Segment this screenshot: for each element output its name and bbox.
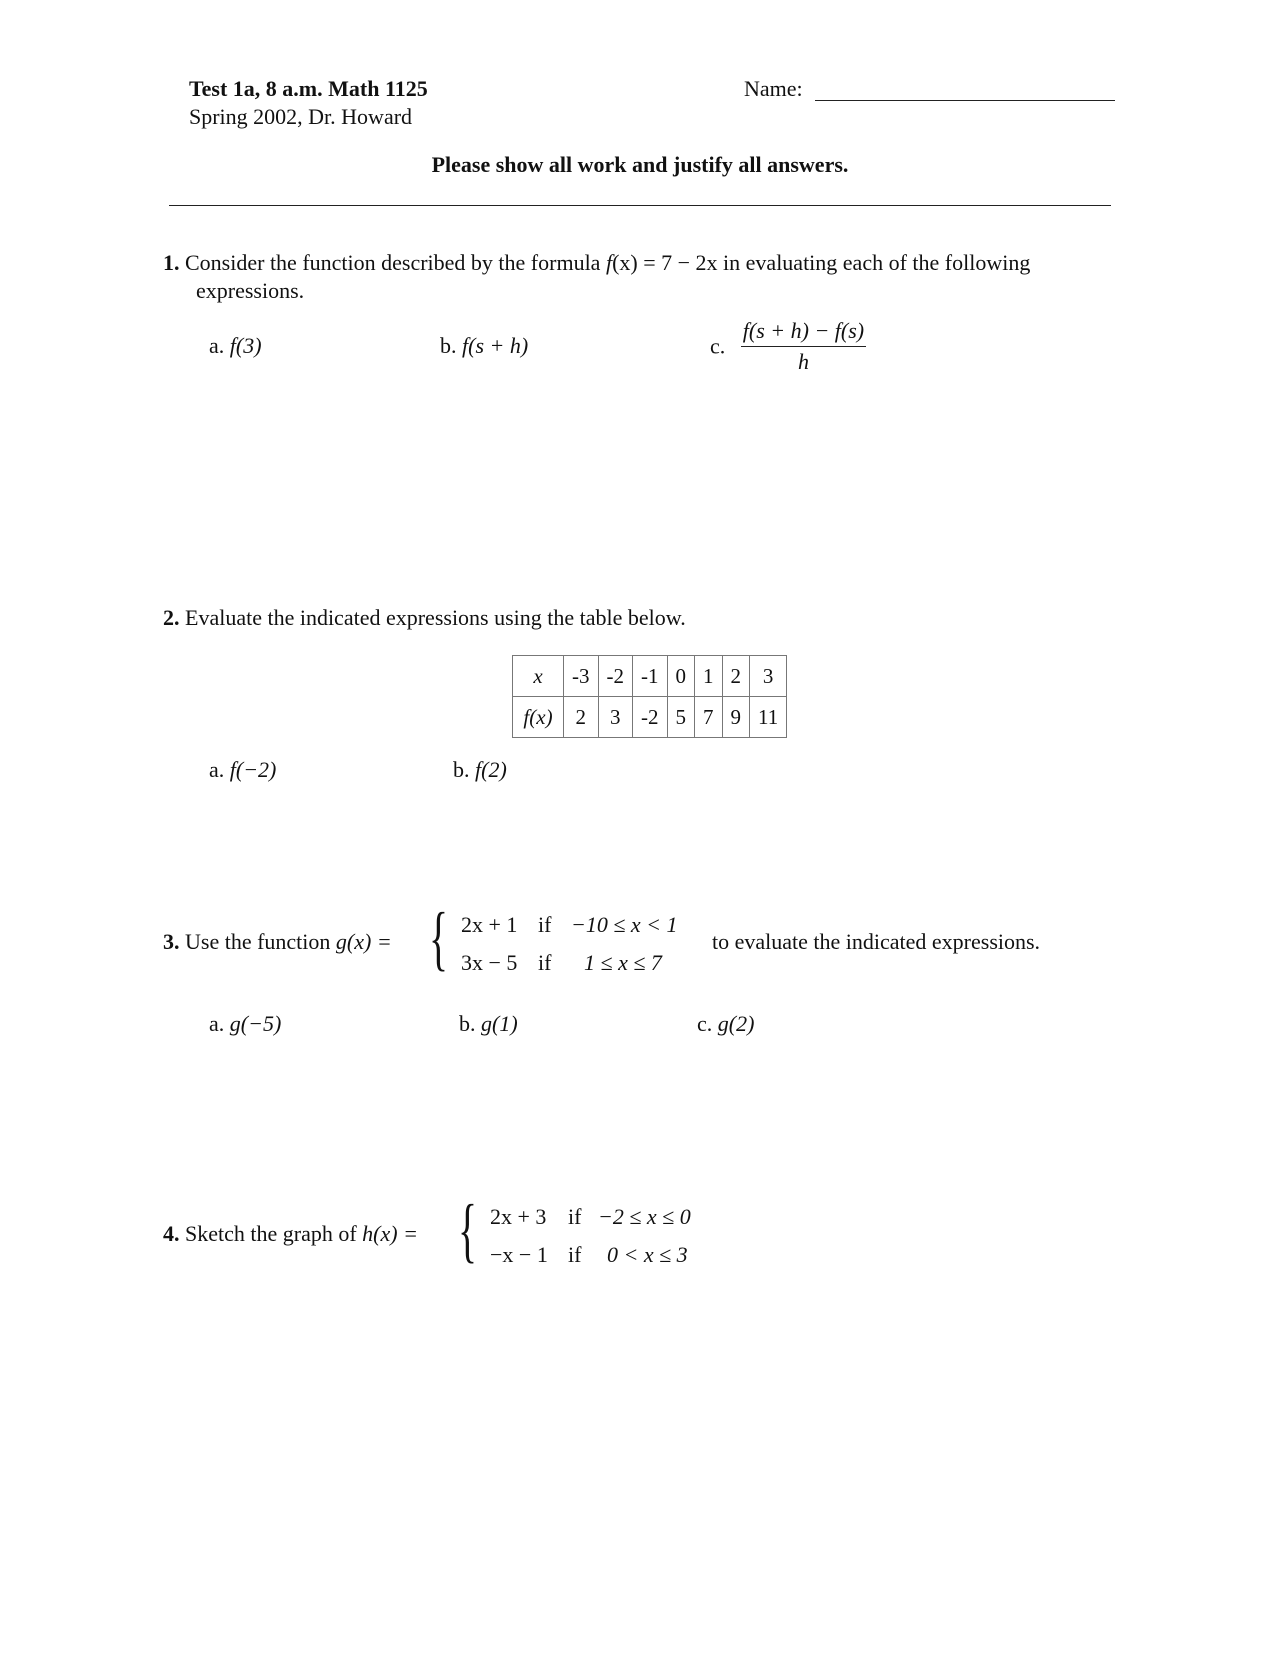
question-4-text (163, 1221, 418, 1247)
q1-part-a-expr: f(3) (229, 333, 262, 358)
q1-part-c-fraction (741, 318, 866, 375)
q3-case1-expr: 2x + 1 (461, 912, 518, 937)
q3-case1-cond: −10 ≤ x < 1 (571, 912, 678, 937)
table-row-x (513, 656, 787, 697)
table-cell: 5 (667, 697, 695, 738)
q1-part-c-label: c. (710, 333, 726, 359)
question-3-text (163, 929, 392, 955)
q3-part-a (209, 1011, 281, 1037)
question-1-text (163, 250, 1030, 276)
table-cell: 1 (695, 656, 723, 697)
instructions: Please show all work and justify all answers. (431, 152, 849, 177)
q4-case2-cond: 0 < x ≤ 3 (607, 1242, 688, 1267)
q3-case2-cond: 1 ≤ x ≤ 7 (584, 950, 662, 975)
q2-part-b-expr: f(2) (475, 757, 507, 782)
table-cell: 2 (564, 697, 599, 738)
q3-func: g(x) = (335, 929, 392, 954)
table-cell: -2 (633, 697, 668, 738)
q3-case2-if: if (538, 950, 552, 975)
q3-part-c-label: c. (697, 1011, 713, 1036)
header-divider (169, 205, 1111, 206)
table-cell: 11 (750, 697, 787, 738)
name-label: Name: (744, 76, 803, 101)
q4-case1-if: if (568, 1204, 582, 1229)
question-1-number: 1. (163, 250, 180, 275)
q3-part-c (697, 1011, 754, 1037)
question-2-text (163, 605, 686, 631)
q3-part-a-expr: g(−5) (229, 1011, 282, 1036)
q1-part-b (440, 333, 528, 359)
q1-text-part2: in evaluating each of the following (717, 250, 1031, 275)
table-cell: 7 (695, 697, 723, 738)
q2-part-a-expr: f(−2) (229, 757, 277, 782)
table-cell: -1 (633, 656, 668, 697)
q3-text: Use the function (185, 929, 336, 954)
q3-part-b (459, 1011, 518, 1037)
table-cell: 2 (722, 656, 750, 697)
q4-case2-expr: −x − 1 (490, 1242, 548, 1267)
table-cell: -3 (564, 656, 599, 697)
q2-part-b-label: b. (453, 757, 470, 782)
q2-part-a-label: a. (209, 757, 225, 782)
q1-part-a (209, 333, 262, 359)
q2-text: Evaluate the indicated expressions using the table below. (185, 605, 686, 630)
name-blank-line (815, 100, 1115, 101)
q1-part-c-numerator: f(s + h) − f(s) (741, 318, 866, 347)
q3-text-after: to evaluate the indicated expressions. (712, 929, 1041, 954)
q1-formula-rest: (x) = 7 − 2x (612, 250, 718, 275)
table-header-x: x (513, 656, 564, 697)
q3-case1-if: if (538, 912, 552, 937)
table-cell: 0 (667, 656, 695, 697)
q4-case1-cond: −2 ≤ x ≤ 0 (598, 1204, 691, 1229)
q3-part-a-label: a. (209, 1011, 225, 1036)
q4-case2-if: if (568, 1242, 582, 1267)
q4-brace: { (458, 1190, 478, 1270)
table-header-fx: f(x) (513, 697, 564, 738)
q1-text-part1: Consider the function described by the formula (185, 250, 606, 275)
q1-part-b-label: b. (440, 333, 457, 358)
function-values-table (512, 655, 787, 738)
q1-part-c-denominator: h (797, 349, 809, 374)
table-row-fx (513, 697, 787, 738)
q1-part-b-expr: f(s + h) (462, 333, 529, 358)
q1-text-continuation: expressions. (196, 278, 305, 303)
test-title: Test 1a, 8 a.m. Math 1125 (189, 76, 428, 101)
table-cell: -2 (598, 656, 633, 697)
question-2-number: 2. (163, 605, 180, 630)
term-instructor: Spring 2002, Dr. Howard (189, 104, 413, 129)
q1-formula-f: f (605, 250, 613, 275)
table-cell: 3 (750, 656, 787, 697)
q4-case1-expr: 2x + 3 (490, 1204, 547, 1229)
question-3-number: 3. (163, 929, 180, 954)
q2-part-b (453, 757, 507, 783)
table-cell: 3 (598, 697, 633, 738)
table-cell: 9 (722, 697, 750, 738)
q1-part-a-label: a. (209, 333, 225, 358)
q1-part-c (710, 318, 866, 375)
q3-brace: { (429, 898, 449, 978)
q3-part-b-expr: g(1) (481, 1011, 518, 1036)
q3-part-c-expr: g(2) (717, 1011, 755, 1036)
q4-func: h(x) = (362, 1221, 418, 1246)
q4-text: Sketch the graph of (185, 1221, 363, 1246)
q3-case2-expr: 3x − 5 (461, 950, 518, 975)
q3-part-b-label: b. (459, 1011, 476, 1036)
question-4-number: 4. (163, 1221, 180, 1246)
q2-part-a (209, 757, 276, 783)
